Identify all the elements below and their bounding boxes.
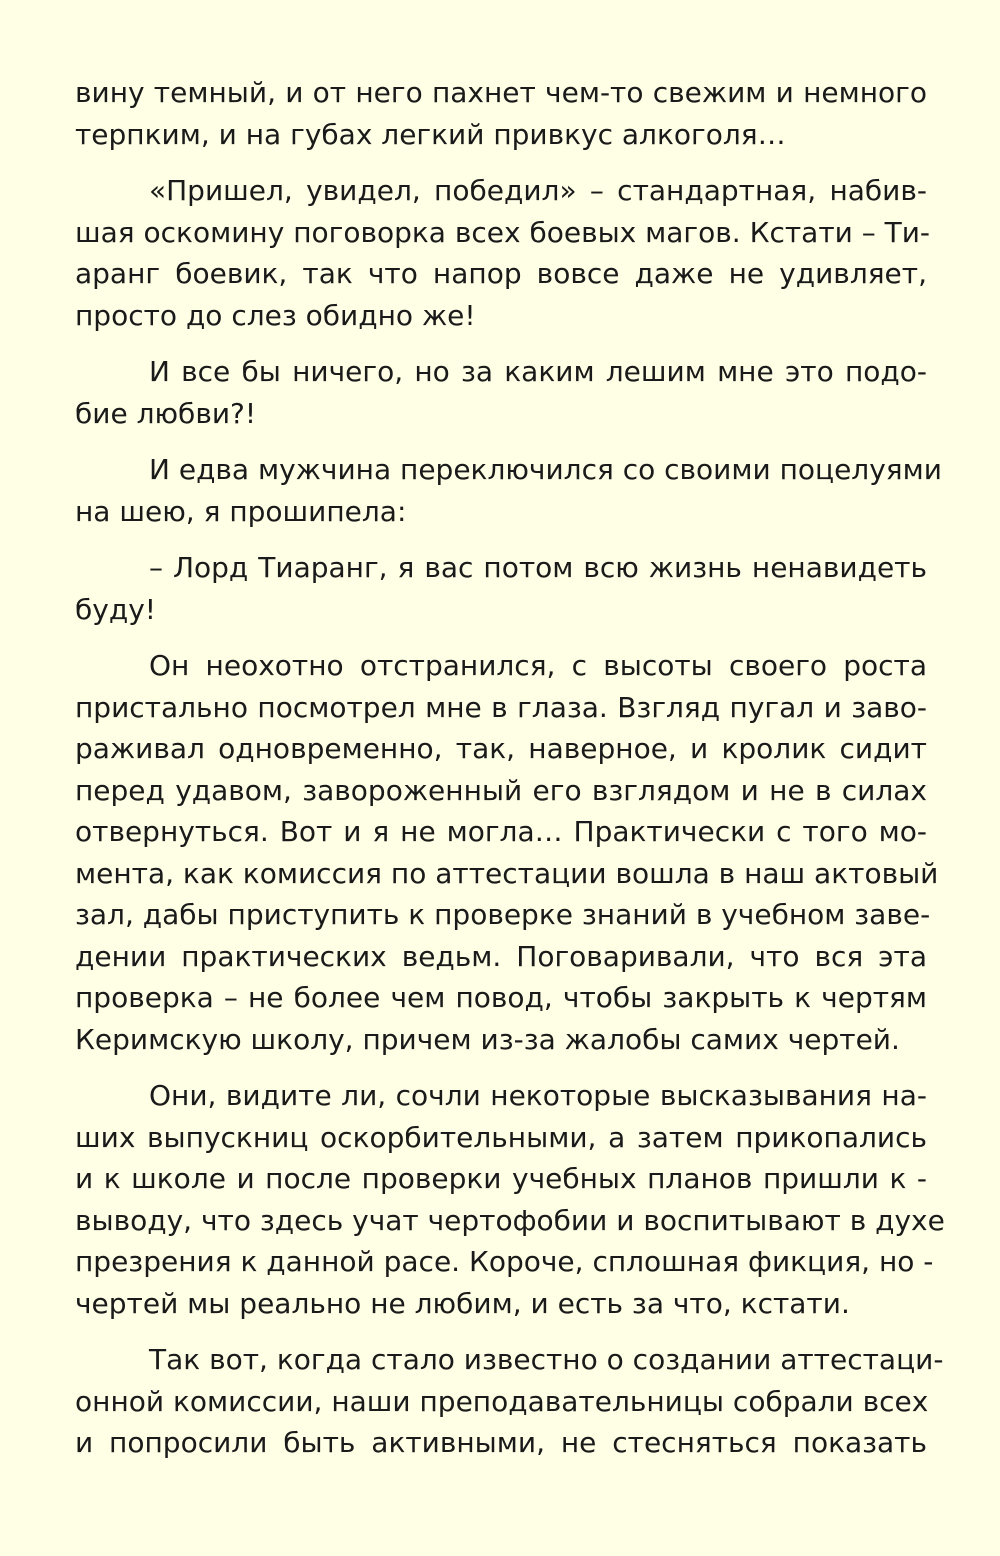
- text-line: шая оскомину поговорка всех боевых магов. Кстати – Ти-: [75, 215, 931, 249]
- text-line: мента, как комиссия по аттестации вошла в наш актовый: [75, 856, 939, 890]
- text-line: пристально посмотрел мне в глаза. Взгляд пугал и заво-: [75, 690, 927, 724]
- paragraph: [75, 645, 939, 1060]
- paragraph: [75, 1075, 945, 1324]
- text-line: «Пришел, увидел, победил» – стандартная, набив-: [149, 174, 927, 207]
- text-line: – Лорд Тиаранг, я вас потом всю жизнь ненавидеть: [149, 551, 927, 584]
- text-line: перед удавом, завороженный его взглядом и не в силах: [75, 773, 927, 807]
- text-line: проверка – не более чем повод, чтобы закрыть к чертям: [75, 981, 927, 1014]
- text-line: И едва мужчина переключился со своими поцелуями: [149, 453, 942, 486]
- text-line: чертей мы реально не любим, и есть за что, кстати.: [75, 1286, 850, 1320]
- text-line: раживал одновременно, так, наверное, и кролик сидит: [75, 732, 927, 765]
- text-line: онной комиссии, наши преподавательницы собрали всех: [75, 1384, 929, 1418]
- page-text: [75, 72, 945, 1479]
- paragraph: [75, 72, 927, 155]
- text-line: И все бы ничего, но за каким лешим мне это подо-: [149, 355, 927, 388]
- text-line: Так вот, когда стало известно о создании аттестаци-: [149, 1343, 944, 1376]
- text-line: и попросили быть активными, не стесняться показать: [75, 1426, 927, 1459]
- text-line: Керимскую школу, причем из-за жалобы самих чертей.: [75, 1022, 900, 1056]
- text-line: аранг боевик, так что напор вовсе даже не удивляет,: [75, 257, 927, 290]
- text-line: терпким, и на губах легкий привкус алкоголя…: [75, 117, 786, 151]
- text-line: вину темный, и от него пахнет чем-то свежим и немного: [75, 76, 927, 109]
- text-line: зал, дабы приступить к проверке знаний в учебном заве-: [75, 898, 931, 931]
- text-line: Они, видите ли, сочли некоторые высказывания на-: [149, 1079, 927, 1112]
- paragraph: [75, 1339, 944, 1464]
- text-line: на шею, я прошипела:: [75, 494, 407, 528]
- text-line: ших выпускниц оскорбительными, а затем прикопались: [75, 1120, 927, 1154]
- text-line: просто до слез обидно же!: [75, 298, 476, 332]
- text-line: бие любви?!: [75, 396, 257, 430]
- text-line: буду!: [75, 592, 156, 626]
- paragraph: [75, 351, 927, 434]
- text-line: презрения к данной расе. Короче, сплошная фикция, но -: [75, 1245, 934, 1278]
- text-line: отвернуться. Вот и я не могла… Практически с того мо-: [75, 815, 927, 848]
- text-line: выводу, что здесь учат чертофобии и воспитывают в духе: [75, 1203, 945, 1237]
- paragraph: [75, 170, 931, 336]
- text-line: и к школе и после проверки учебных планов пришли к -: [75, 1162, 927, 1195]
- text-line: Он неохотно отстранился, с высоты своего роста: [149, 649, 927, 682]
- paragraph: [75, 547, 927, 630]
- text-line: дении практических ведьм. Поговаривали, что вся эта: [75, 939, 927, 973]
- paragraph: [75, 449, 942, 532]
